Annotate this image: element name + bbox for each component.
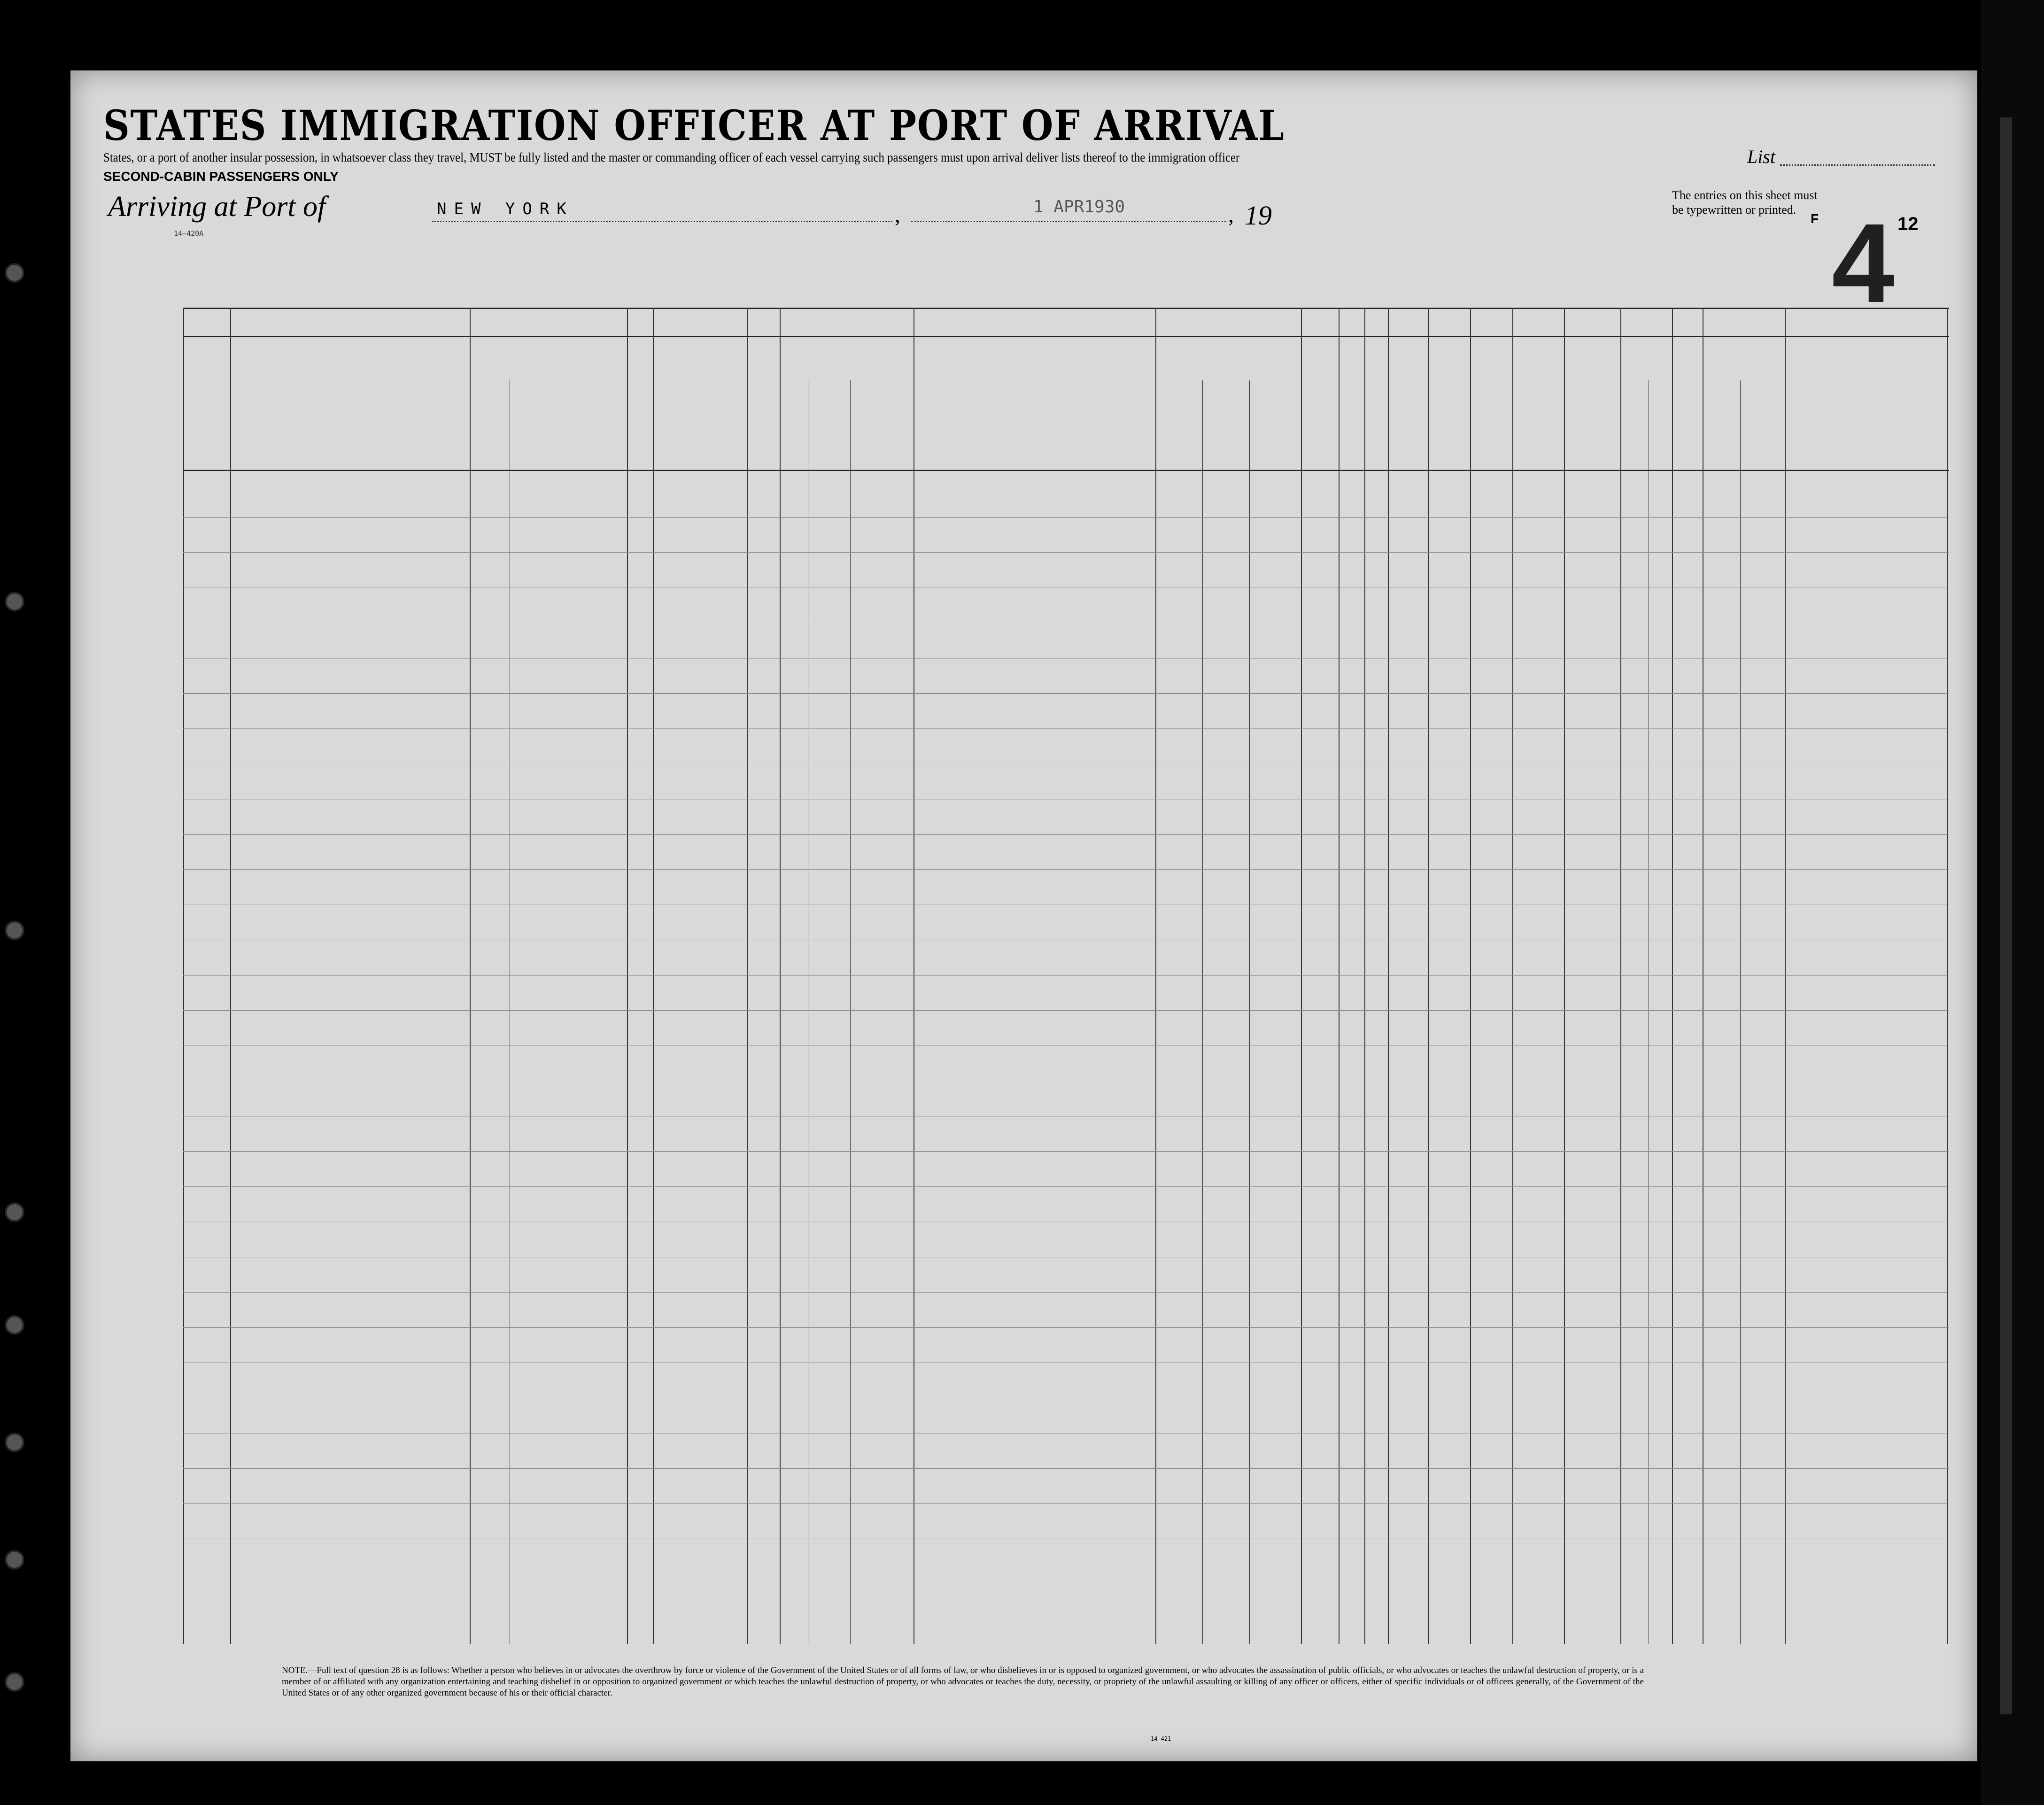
header-top-rule (183, 308, 1949, 309)
column-header-vertical (1343, 350, 1362, 463)
column-header-vertical (1251, 362, 1299, 463)
column-divider (653, 308, 654, 1644)
row-rule (183, 1503, 1949, 1504)
subtitle: States, or a port of another insular possession, in whatsoever class they travel, MUST be fully listed and the master or commanding officer of each vessel carrying such passengers must upon arrival deliver lists thereof to the immigration officer (103, 150, 1240, 164)
column-header-vertical (749, 350, 778, 463)
column-divider (1785, 308, 1786, 1644)
footnote-code: 14—421 (1151, 1735, 1171, 1742)
row-rule (183, 1292, 1949, 1293)
column-divider (1364, 308, 1365, 1644)
column-divider (470, 308, 471, 1644)
arriving-year: 19 (1245, 200, 1272, 231)
row-rule (183, 1151, 1949, 1152)
column-header-vertical (629, 350, 651, 463)
column-header-rule (183, 470, 1949, 471)
page-title: STATES IMMIGRATION OFFICER AT PORT OF ARRIVAL (103, 101, 1285, 150)
column-divider (1388, 308, 1389, 1644)
subcolumn-divider (850, 380, 851, 1644)
arriving-label: Arriving at Port of (108, 191, 326, 223)
subcolumn-divider (1202, 380, 1203, 1644)
column-divider (1428, 308, 1429, 1644)
column-header-vertical (1157, 362, 1200, 463)
footnote: NOTE.—Full text of question 28 is as follows: Whether a person who believes in or advocates the overthrow by force or violence of the Government of the United States or of all forms of law, or who disbelieves in or is opposed to organized government, or who advocates the assassination of public officials, or who advocates or teaches the unlawful destruction of property, or is a member of or affiliated with any organization entertaining and teaching disbelief in or opposition to organized government or which teaches the unlawful destruction of property, or who advocates or teaches the duty, necessity, or propriety of the unlawful assaulting or killing of any officer or officers, either of specific individuals or of officers generally, of the Government of the United States or of any other organized government because of his or their official character. (282, 1666, 1644, 1698)
row-rule (183, 1468, 1949, 1469)
column-divider (1155, 308, 1156, 1644)
row-rule (183, 869, 1949, 870)
column-header-vertical (1472, 350, 1510, 463)
comma: , (895, 202, 900, 227)
column-divider (747, 308, 748, 1644)
row-rule (183, 517, 1949, 518)
row-rule (183, 693, 1949, 694)
entries-note-line-2: be typewritten or printed. (1672, 203, 1796, 217)
header-bottom-rule (183, 336, 1949, 337)
page-number: 12 (1897, 214, 1919, 234)
column-divider (183, 308, 184, 1644)
date-stamp: 1 APR1930 (1033, 197, 1125, 217)
sheet-number: 4 (1832, 200, 1895, 326)
entries-note-line-1: The entries on this sheet must (1672, 188, 1818, 202)
column-divider (1301, 308, 1302, 1644)
row-rule (183, 975, 1949, 976)
column-header-vertical (1204, 362, 1247, 463)
column-header-vertical (1430, 350, 1468, 463)
column-divider (1672, 308, 1673, 1644)
column-header-vertical (1622, 442, 1647, 465)
subcolumn-divider (1249, 380, 1250, 1644)
cabin-class: SECOND-CABIN PASSENGERS ONLY (103, 169, 339, 184)
column-header-vertical (1390, 350, 1426, 463)
row-rule (183, 552, 1949, 553)
column-divider (780, 308, 781, 1644)
f-mark: F (1811, 211, 1819, 226)
row-rule (183, 1010, 1949, 1011)
row-rule (183, 1327, 1949, 1328)
row-rule (183, 728, 1949, 729)
subcolumn-divider (1740, 380, 1741, 1644)
column-divider (1512, 308, 1513, 1644)
column-divider (230, 308, 231, 1644)
column-header-vertical (1367, 350, 1386, 463)
arriving-port: NEW YORK (437, 200, 574, 218)
form-number: 14–420A (174, 229, 204, 238)
column-header-vertical (1650, 437, 1670, 465)
column-divider (1470, 308, 1471, 1644)
comma: , (1228, 202, 1234, 227)
column-divider (1620, 308, 1621, 1644)
column-divider (627, 308, 628, 1644)
row-rule (183, 834, 1949, 835)
list-label: List (1747, 146, 1776, 167)
row-rule (183, 1186, 1949, 1187)
column-divider (1564, 308, 1565, 1644)
column-divider (1947, 308, 1948, 1644)
column-header-vertical (1303, 350, 1337, 463)
